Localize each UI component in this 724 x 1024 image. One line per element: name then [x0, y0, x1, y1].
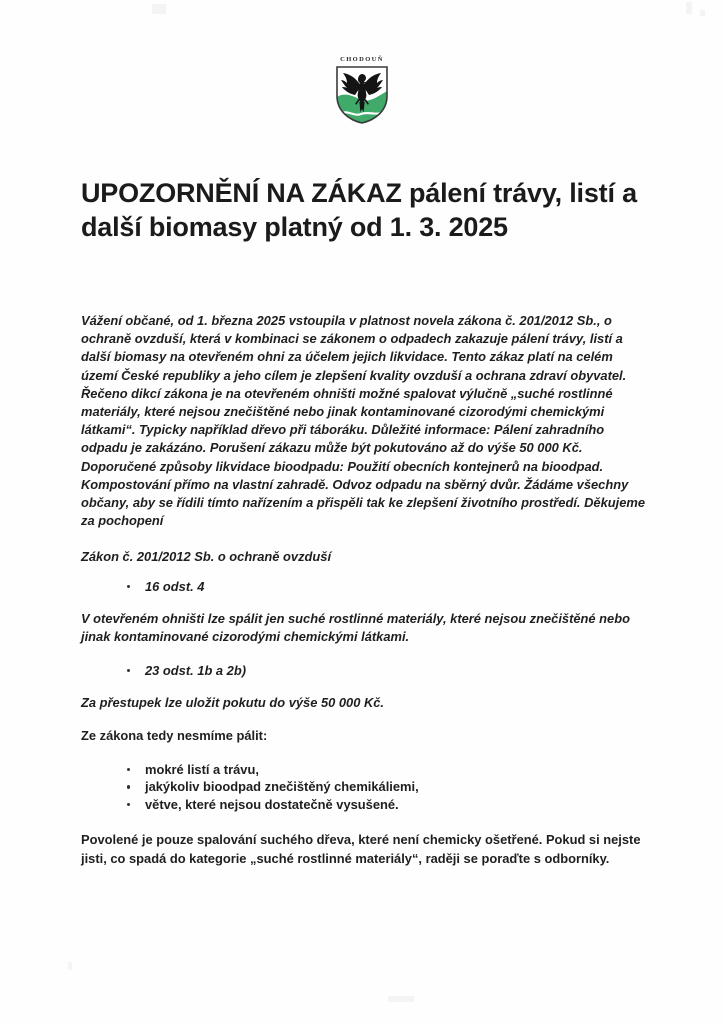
spacer [81, 679, 645, 694]
prohibition-heading: Ze zákona tedy nesmíme pálit: [81, 728, 268, 744]
municipality-name-label: CHODOUŇ [340, 56, 384, 63]
spacer [81, 595, 645, 610]
intro-paragraph: Vážení občané, od 1. března 2025 vstoupila v platnost novela zákona č. 201/2012 Sb., o ochraně ovzduší, která v kombinaci se zákonem o odpadech zakazuje pálení trávy, listí a další biomasy na otevřeném ohni za účelem jejich likvidace. Tento zákaz platí na celém území České republiky a jeho cílem je zlepšení kvality ovzduší a ochrana zdraví obyvatel. Řečeno dikcí zákona je na otevřeném ohništi možné spalovat výlučně „suché rostlinné materiály, které nejsou znečištěné nebo jinak kontaminované cizorodými chemickými látkami“. Typicky například dřevo při táboráku. Důležité informace: Pálení zahradního odpadu je zakázáno. Porušení zákazu může být pokutováno až do výše 50 000 Kč. Doporučené způsoby likvidace bioodpadu: Použití obecních kontejnerů na bioodpad. Kompostování přímo na vlastní zahradě. Odvoz odpadu na sběrný dvůr. Žádáme všechny občany, aby se řídili tímto nařízením a přispěli tak ke zlepšení životního prostředí. Děkujeme za pochopení [81, 313, 646, 529]
spacer [81, 712, 645, 727]
law-heading: Zákon č. 201/2012 Sb. o ochraně ovzduší [81, 549, 332, 565]
page-title: UPOZORNĚNÍ NA ZÁKAZ pálení trávy, listí a další biomasy platný od 1. 3. 2025 [81, 178, 637, 243]
spacer [81, 647, 645, 662]
list-item: 23 odst. 1b a 2b) [127, 662, 645, 680]
spacer [81, 813, 645, 831]
list-item: 16 odst. 4 [127, 578, 645, 596]
section-16-bullet-list [81, 578, 645, 596]
list-item: mokré listí a trávu, [127, 761, 645, 779]
coat-of-arms [0, 56, 724, 126]
section-16-text: V otevřeném ohništi lze spálit jen suché rostlinné materiály, které nejsou znečištěné nebo jinak kontaminované cizorodými chemickými látkami. [81, 611, 630, 645]
spacer [81, 746, 645, 761]
list-item: větve, které nejsou dostatečně vysušené. [127, 796, 645, 814]
scan-artifact [388, 996, 414, 1002]
scan-artifact [700, 10, 705, 16]
closing-paragraph: Povolené je pouze spalování suchého dřeva, které není chemicky ošetřené. Pokud si nejste jisti, co spadá do kategorie „suché rostlinné materiály“, raději se poraďte s odborníky. [81, 832, 641, 866]
section-23-bullet-list [81, 662, 645, 680]
document-body [81, 312, 645, 868]
spacer [81, 567, 645, 578]
scan-artifact [686, 2, 692, 14]
coat-of-arms-icon [334, 64, 390, 126]
prohibited-items-list [81, 761, 645, 814]
scan-artifact [68, 962, 72, 970]
spacer [81, 530, 645, 548]
list-item: jakýkoliv bioodpad znečištěný chemikáliemi, [127, 778, 645, 796]
section-23-text: Za přestupek lze uložit pokutu do výše 50 000 Kč. [81, 695, 385, 711]
scan-artifact [152, 4, 166, 14]
